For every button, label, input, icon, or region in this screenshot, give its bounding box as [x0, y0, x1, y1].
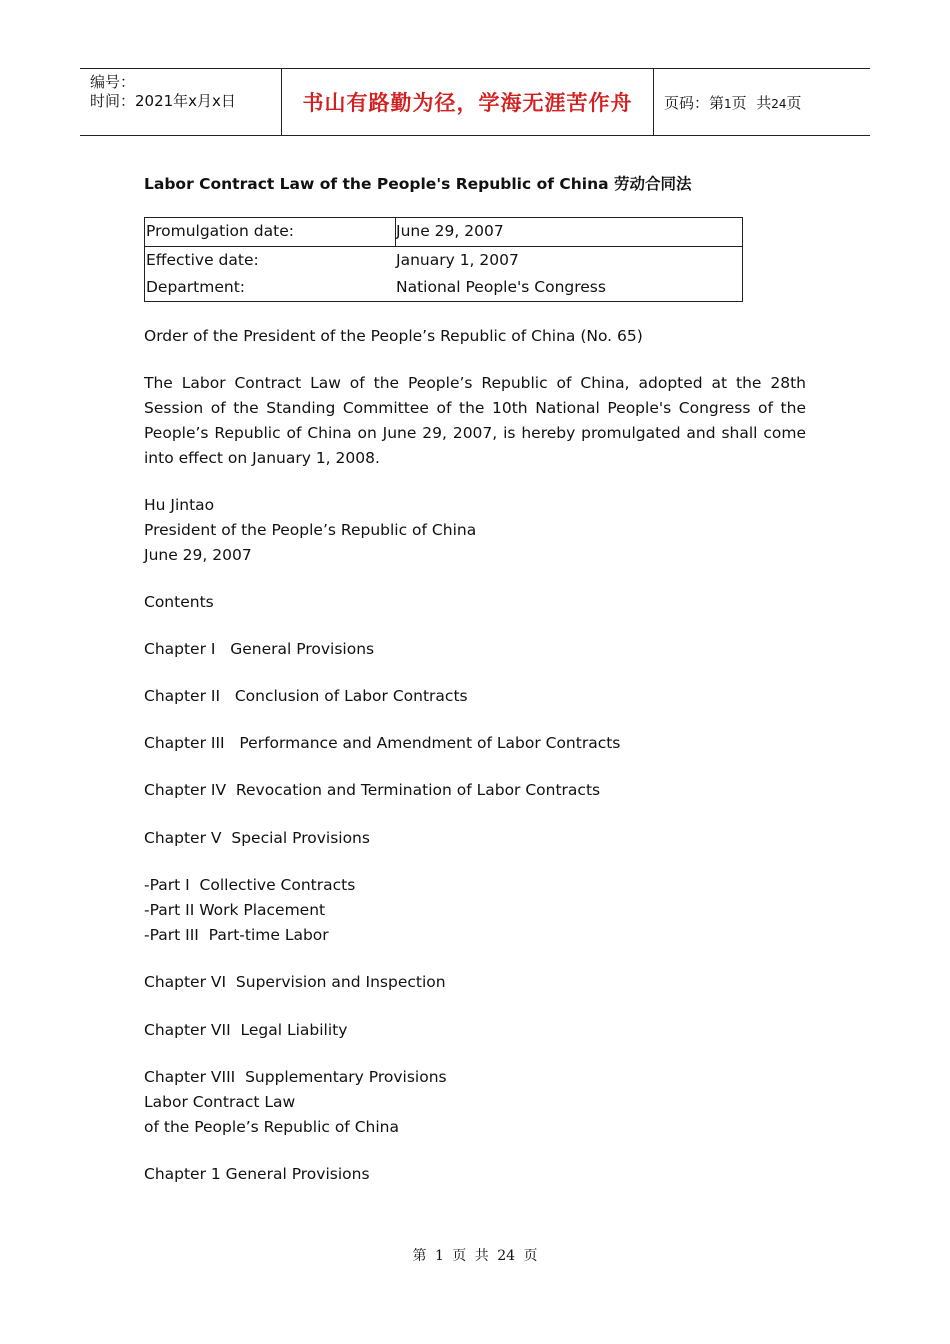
contents-heading: Contents: [144, 593, 214, 611]
header-page-total: 24: [771, 96, 787, 111]
contents-chapter-7: Chapter VII Legal Liability: [144, 1021, 348, 1039]
department-value: National People's Congress: [396, 278, 606, 296]
contents-part-2: -Part II Work Placement: [144, 901, 326, 919]
effective-label: Effective date:: [146, 251, 259, 269]
page-header: [80, 68, 870, 136]
header-page-current: 1: [724, 96, 732, 111]
law-title-line-2: of the People’s Republic of China: [144, 1118, 399, 1136]
department-label: Department:: [146, 278, 246, 296]
sign-date: June 29, 2007: [144, 546, 252, 564]
header-page-indicator: 页码：第1页 共24页: [664, 93, 802, 112]
promulgation-label: Promulgation date:: [146, 222, 294, 240]
contents-chapter-3: Chapter III Performance and Amendment of Labor Contracts: [144, 734, 621, 752]
law-title-line-1: Labor Contract Law: [144, 1093, 296, 1111]
contents-chapter-6: Chapter VI Supervision and Inspection: [144, 973, 446, 991]
contents-chapter-5: Chapter V Special Provisions: [144, 829, 370, 847]
info-row-promulgation: [145, 218, 742, 247]
document-time-label: 时间：2021年x月x日: [90, 92, 236, 110]
order-line: Order of the President of the People’s Republic of China (No. 65): [144, 327, 643, 345]
header-motto-cell: [281, 69, 654, 135]
header-page-cell: [654, 69, 870, 135]
document-title: Labor Contract Law of the People's Republic of China 劳动合同法: [144, 175, 692, 193]
signer-name: Hu Jintao: [144, 496, 215, 514]
header-meta-cell: [80, 69, 281, 135]
contents-chapter-2: Chapter II Conclusion of Labor Contracts: [144, 687, 468, 705]
chapter-1-heading: Chapter 1 General Provisions: [144, 1165, 370, 1183]
document-number-label: 编号：: [90, 73, 136, 91]
contents-chapter-8: Chapter VIII Supplementary Provisions: [144, 1068, 447, 1086]
promulgation-value: June 29, 2007: [396, 222, 504, 240]
intro-paragraph: The Labor Contract Law of the People’s Republic of China, adopted at the 28th Session of the Standing Committee of the 10th National People's Congress of the People’s Republic of China on June 29, 2007, is hereby promulgated and shall come into effect on January 1, 2008.: [144, 374, 806, 467]
contents-part-3: -Part III Part-time Labor: [144, 926, 329, 944]
contents-chapter-4: Chapter IV Revocation and Termination of Labor Contracts: [144, 781, 601, 799]
contents-part-1: -Part I Collective Contracts: [144, 876, 356, 894]
contents-chapter-1: Chapter I General Provisions: [144, 640, 375, 658]
header-motto: 书山有路勤为径，学海无涯苦作舟: [302, 90, 633, 115]
page-footer: 第 1 页 共 24 页: [412, 1248, 538, 1264]
info-table: [144, 217, 743, 302]
signer-title: President of the People’s Republic of China: [144, 521, 477, 539]
effective-value: January 1, 2007: [396, 251, 519, 269]
